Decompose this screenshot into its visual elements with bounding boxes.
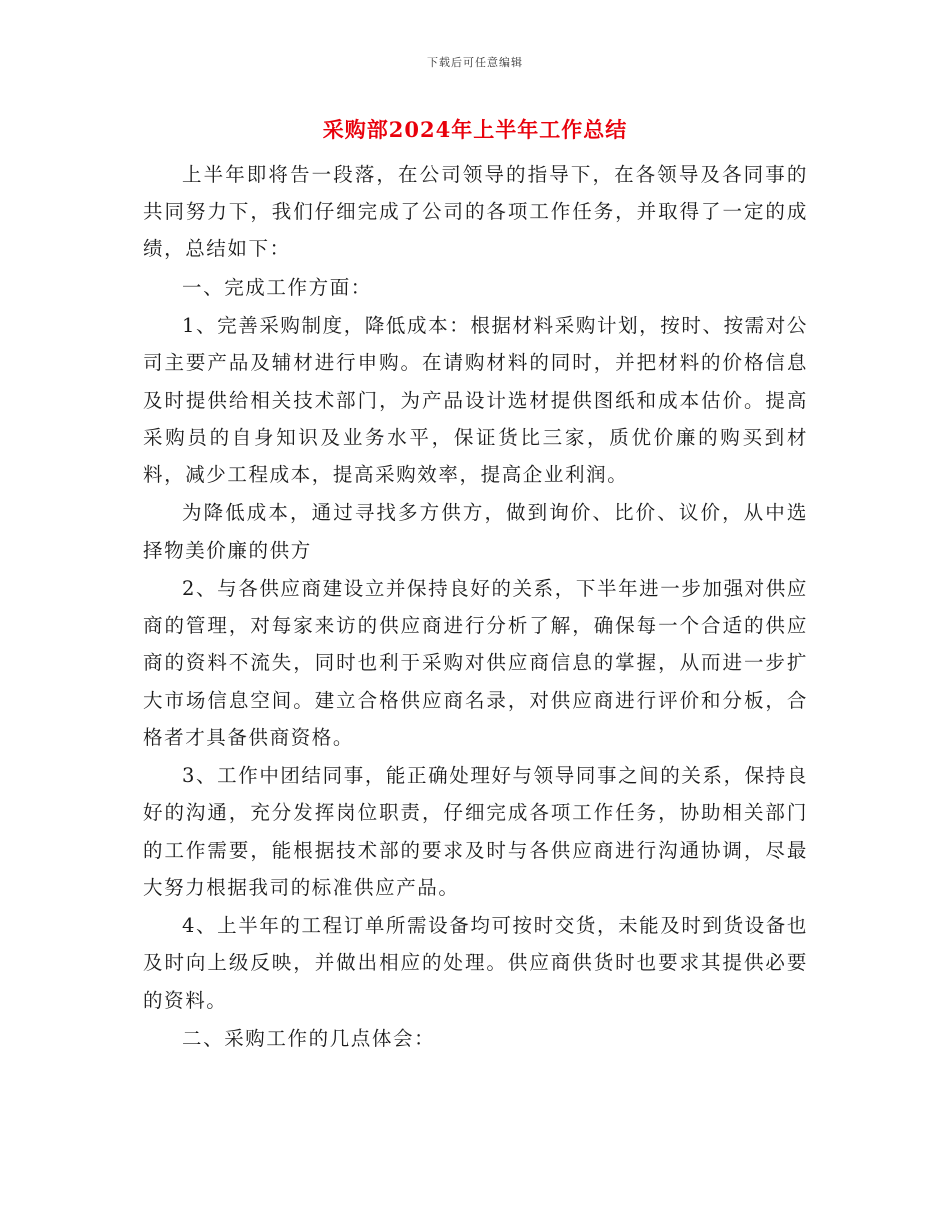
document-title: 采购部2024年上半年工作总结 xyxy=(322,117,628,142)
paragraph-item-1: 1、完善采购制度，降低成本：根据材料采购计划，按时、按需对公司主要产品及辅材进行申购。在请购材料的同时，并把材料的价格信息及时提供给相关技术部门，为产品设计选材提供图纸和成本估价。提高采购员的自身知识及业务水平，保证货比三家，质优价廉的购买到材料，减少工程成本，提高采购效率，提高企业利润。 xyxy=(143,314,808,486)
paragraph-item-3: 3、工作中团结同事，能正确处理好与领导同事之间的关系，保持良好的沟通，充分发挥岗位职责，仔细完成各项工作任务，协助相关部门的工作需要，能根据技术部的要求及时与各供应商进行沟通协调，尽最大努力根据我司的标准供应产品。 xyxy=(143,764,808,899)
paragraph-item-2: 2、与各供应商建设立并保持良好的关系，下半年进一步加强对供应商的管理，对每家来访的供应商进行分析了解，确保每一个合适的供应商的资料不流失，同时也利于采购对供应商信息的掌握，从而进一步扩大市场信息空间。建立合格供应商名录，对供应商进行评价和分板，合格者才具备供商资格。 xyxy=(143,576,808,749)
paragraph-intro: 上半年即将告一段落，在公司领导的指导下，在各领导及各同事的共同努力下，我们仔细完成了公司的各项工作任务，并取得了一定的成绩，总结如下： xyxy=(143,163,808,261)
paragraph-cost-reduction: 为降低成本，通过寻找多方供方，做到询价、比价、议价，从中选择物美价廉的供方 xyxy=(143,501,808,562)
paragraph-item-4: 4、上半年的工程订单所需设备均可按时交货，未能及时到货设备也及时向上级反映，并做出相应的处理。供应商供货时也要求其提供必要的资料。 xyxy=(143,914,808,1012)
heading-section-1: 一、完成工作方面： xyxy=(182,275,372,299)
header-note: 下载后可任意编辑 xyxy=(427,56,523,69)
heading-section-2: 二、采购工作的几点体会： xyxy=(182,1026,436,1050)
document-body xyxy=(143,156,808,1058)
